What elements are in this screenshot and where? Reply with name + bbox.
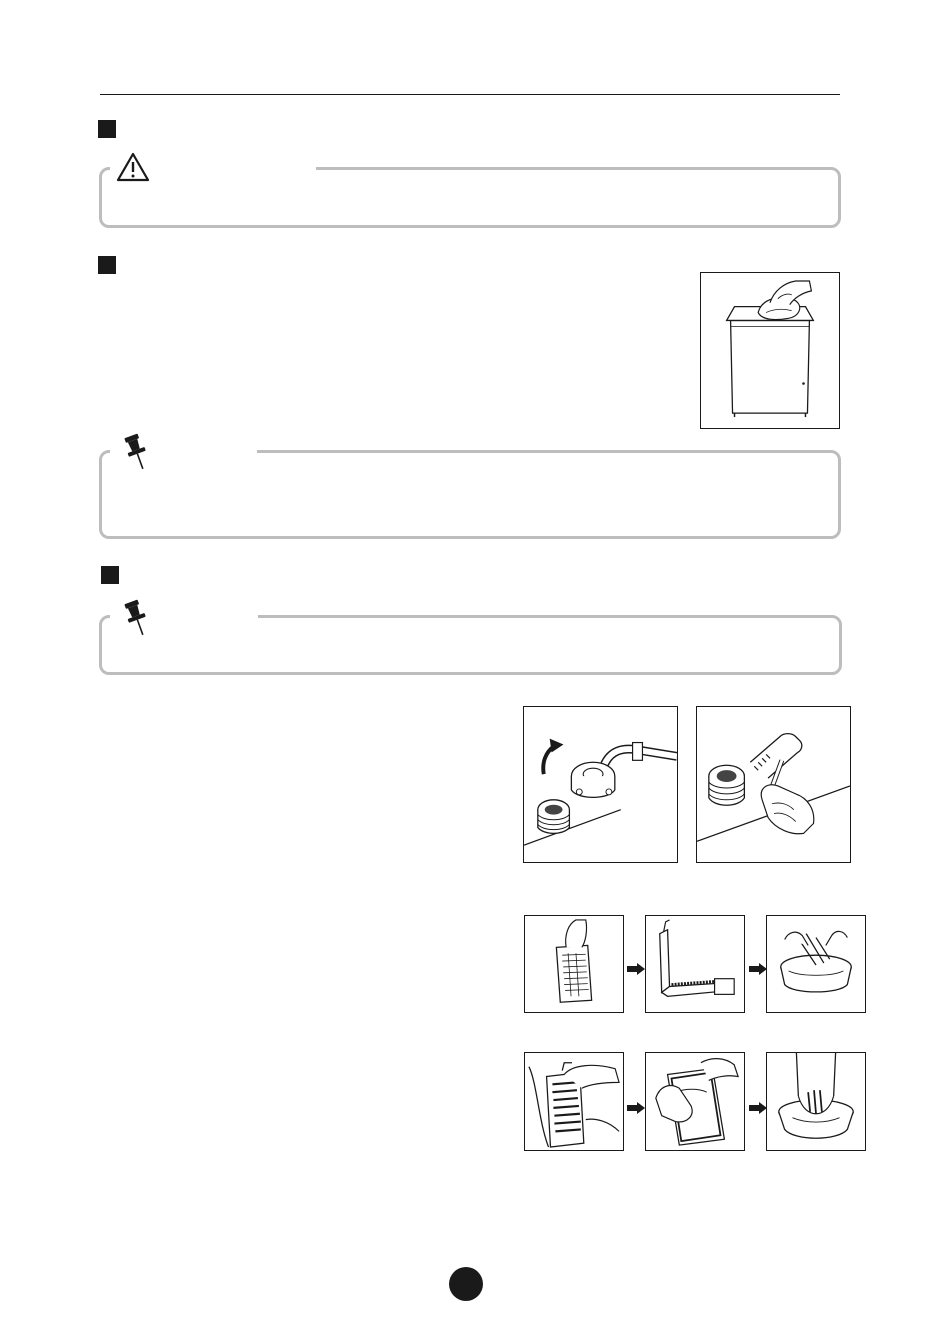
section-marker-2: [98, 256, 116, 274]
section-marker-3: [101, 566, 119, 584]
warning-triangle-icon: [116, 152, 150, 182]
push-pin-icon: [120, 598, 152, 638]
push-pin-icon: [120, 432, 152, 472]
remove-inlet-hose-figure: [523, 706, 678, 863]
note-callout-2: [99, 615, 842, 675]
lint-filter-pull-figure: [524, 1052, 624, 1151]
note-callout-1: [99, 450, 841, 539]
wipe-cabinet-figure: [700, 272, 840, 429]
brush-inlet-filter-figure: [696, 706, 851, 863]
lint-filter-wash-figure: [766, 915, 866, 1013]
lint-filter-rinse-figure: [766, 1052, 866, 1151]
warning-callout: [99, 167, 841, 228]
lint-filter-fold-figure: [645, 1052, 745, 1151]
arrow-right-icon: [627, 962, 645, 974]
section-marker-1: [98, 120, 116, 138]
arrow-right-icon: [749, 1101, 767, 1113]
arrow-right-icon: [749, 962, 767, 974]
lint-filter-open-figure: [645, 915, 745, 1013]
page-number-badge: [449, 1267, 483, 1301]
header-rule: [100, 94, 840, 95]
arrow-right-icon: [627, 1101, 645, 1113]
lint-filter-remove-figure: [524, 915, 624, 1013]
